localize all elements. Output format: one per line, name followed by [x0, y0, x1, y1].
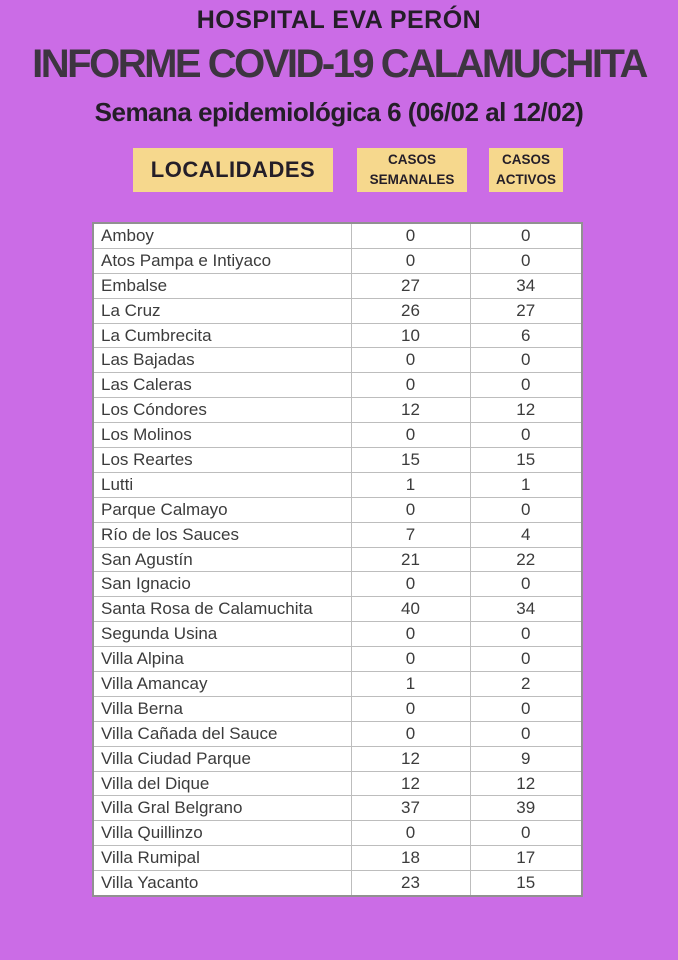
table-row: [93, 248, 582, 273]
table-row: [93, 672, 582, 697]
table-row: [93, 223, 582, 248]
locality-cell: La Cumbrecita: [93, 323, 351, 348]
locality-cell: Villa Amancay: [93, 672, 351, 697]
locality-cell: Villa Alpina: [93, 647, 351, 672]
active-cases-cell: 0: [470, 721, 582, 746]
report-title: INFORME COVID-19 CALAMUCHITA: [32, 42, 646, 86]
table-row: [93, 647, 582, 672]
locality-cell: San Agustín: [93, 547, 351, 572]
active-cases-cell: 39: [470, 796, 582, 821]
active-cases-cell: 15: [470, 871, 582, 896]
active-cases-cell: 0: [470, 223, 582, 248]
active-cases-cell: 0: [470, 622, 582, 647]
report-subtitle: Semana epidemiológica 6 (06/02 al 12/02): [94, 97, 584, 127]
locality-cell: Villa del Dique: [93, 771, 351, 796]
locality-cell: Lutti: [93, 472, 351, 497]
locality-cell: Las Bajadas: [93, 348, 351, 373]
weekly-cases-cell: 0: [351, 821, 470, 846]
active-cases-cell: 2: [470, 672, 582, 697]
locality-cell: Embalse: [93, 273, 351, 298]
weekly-cases-cell: 10: [351, 323, 470, 348]
localities-table-body: [93, 223, 582, 896]
active-cases-cell: 22: [470, 547, 582, 572]
locality-cell: Villa Ciudad Parque: [93, 746, 351, 771]
weekly-cases-cell: 0: [351, 622, 470, 647]
table-row: [93, 771, 582, 796]
active-cases-cell: 27: [470, 298, 582, 323]
weekly-cases-cell: 18: [351, 846, 470, 871]
table-row: [93, 597, 582, 622]
weekly-cases-cell: 0: [351, 721, 470, 746]
column-header-localities: LOCALIDADES: [133, 148, 333, 192]
weekly-cases-cell: 37: [351, 796, 470, 821]
active-cases-cell: 12: [470, 398, 582, 423]
locality-cell: Villa Cañada del Sauce: [93, 721, 351, 746]
active-cases-cell: 9: [470, 746, 582, 771]
locality-cell: Río de los Sauces: [93, 522, 351, 547]
table-row: [93, 423, 582, 448]
table-row: [93, 871, 582, 896]
weekly-cases-cell: 15: [351, 448, 470, 473]
weekly-cases-cell: 23: [351, 871, 470, 896]
table-row: [93, 348, 582, 373]
locality-cell: Los Reartes: [93, 448, 351, 473]
active-cases-cell: 4: [470, 522, 582, 547]
weekly-cases-cell: 0: [351, 348, 470, 373]
active-cases-cell: 0: [470, 248, 582, 273]
table-row: [93, 796, 582, 821]
active-cases-cell: 1: [470, 472, 582, 497]
table-row: [93, 522, 582, 547]
weekly-cases-cell: 0: [351, 696, 470, 721]
weekly-cases-cell: 1: [351, 472, 470, 497]
active-cases-cell: 0: [470, 647, 582, 672]
locality-cell: Villa Berna: [93, 696, 351, 721]
locality-cell: Atos Pampa e Intiyaco: [93, 248, 351, 273]
table-row: [93, 398, 582, 423]
locality-cell: Villa Quillinzo: [93, 821, 351, 846]
locality-cell: Los Molinos: [93, 423, 351, 448]
active-cases-cell: 17: [470, 846, 582, 871]
weekly-cases-cell: 12: [351, 771, 470, 796]
table-row: [93, 846, 582, 871]
active-cases-cell: 0: [470, 348, 582, 373]
table-row: [93, 497, 582, 522]
locality-cell: Las Caleras: [93, 373, 351, 398]
active-cases-cell: 34: [470, 597, 582, 622]
locality-cell: Los Cóndores: [93, 398, 351, 423]
hospital-name: HOSPITAL EVA PERÓN: [196, 6, 482, 34]
column-header-weekly-cases: CASOS SEMANALES: [357, 148, 467, 192]
weekly-cases-cell: 0: [351, 223, 470, 248]
locality-cell: Villa Rumipal: [93, 846, 351, 871]
table-row: [93, 373, 582, 398]
locality-cell: Villa Yacanto: [93, 871, 351, 896]
weekly-cases-cell: 40: [351, 597, 470, 622]
table-row: [93, 323, 582, 348]
table-row: [93, 273, 582, 298]
weekly-cases-cell: 0: [351, 373, 470, 398]
table-row: [93, 821, 582, 846]
localities-table: [92, 222, 583, 897]
table-row: [93, 472, 582, 497]
active-cases-cell: 0: [470, 373, 582, 398]
locality-cell: Segunda Usina: [93, 622, 351, 647]
column-header-active-cases: CASOS ACTIVOS: [489, 148, 563, 192]
active-cases-cell: 0: [470, 572, 582, 597]
table-row: [93, 721, 582, 746]
table-row: [93, 448, 582, 473]
active-cases-cell: 0: [470, 497, 582, 522]
weekly-cases-cell: 27: [351, 273, 470, 298]
table-row: [93, 572, 582, 597]
active-cases-cell: 0: [470, 423, 582, 448]
locality-cell: Amboy: [93, 223, 351, 248]
active-cases-cell: 34: [470, 273, 582, 298]
weekly-cases-cell: 1: [351, 672, 470, 697]
table-row: [93, 696, 582, 721]
locality-cell: La Cruz: [93, 298, 351, 323]
weekly-cases-cell: 26: [351, 298, 470, 323]
weekly-cases-cell: 7: [351, 522, 470, 547]
weekly-cases-cell: 0: [351, 248, 470, 273]
locality-cell: Santa Rosa de Calamuchita: [93, 597, 351, 622]
weekly-cases-cell: 21: [351, 547, 470, 572]
weekly-cases-cell: 0: [351, 647, 470, 672]
table-row: [93, 298, 582, 323]
weekly-cases-cell: 12: [351, 746, 470, 771]
locality-cell: Villa Gral Belgrano: [93, 796, 351, 821]
active-cases-cell: 12: [470, 771, 582, 796]
weekly-cases-cell: 0: [351, 572, 470, 597]
active-cases-cell: 15: [470, 448, 582, 473]
active-cases-cell: 0: [470, 696, 582, 721]
table-row: [93, 622, 582, 647]
weekly-cases-cell: 12: [351, 398, 470, 423]
table-row: [93, 547, 582, 572]
locality-cell: San Ignacio: [93, 572, 351, 597]
active-cases-cell: 6: [470, 323, 582, 348]
table-row: [93, 746, 582, 771]
locality-cell: Parque Calmayo: [93, 497, 351, 522]
active-cases-cell: 0: [470, 821, 582, 846]
weekly-cases-cell: 0: [351, 423, 470, 448]
weekly-cases-cell: 0: [351, 497, 470, 522]
